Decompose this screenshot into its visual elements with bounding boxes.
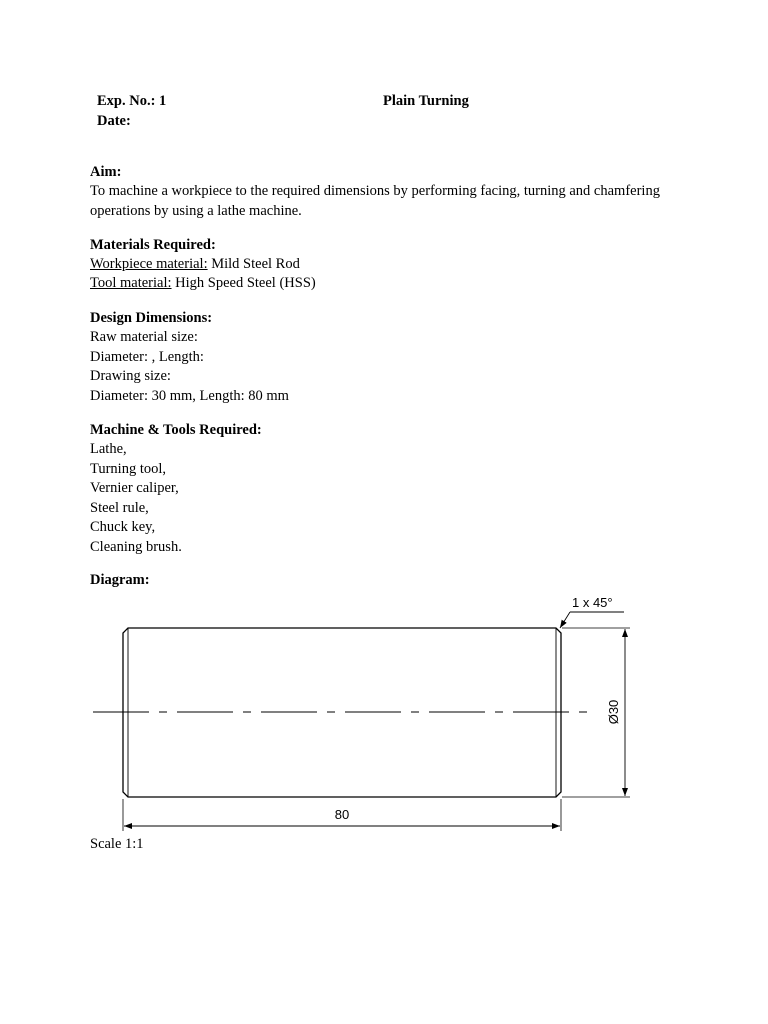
chamfer-leader — [560, 612, 624, 628]
length-label: 80 — [334, 807, 350, 822]
tool-material-line — [90, 274, 316, 294]
chamfer-label: 1 x 45° — [572, 595, 613, 610]
design-line: Raw material size: — [90, 329, 198, 345]
page-title: Plain Turning — [383, 93, 469, 109]
workpiece-material-label: Workpiece material: — [90, 256, 208, 272]
tools-heading: Machine & Tools Required: — [90, 422, 262, 438]
date-label: Date: — [97, 113, 131, 129]
aim-heading: Aim: — [90, 164, 122, 180]
workpiece-outline — [123, 628, 561, 797]
tools-list — [90, 440, 182, 557]
diameter-label: Ø30 — [606, 699, 621, 725]
design-dimensions-list — [90, 328, 289, 406]
tool-item: Vernier caliper, — [90, 480, 179, 496]
tool-item: Steel rule, — [90, 499, 149, 516]
aim-text: To machine a workpiece to the required dimensions by performing facing, turning and chamfering operations by using a lathe machine. — [90, 183, 660, 219]
scale-label: Scale 1:1 — [90, 836, 144, 852]
tool-material-label: Tool material: — [90, 275, 172, 291]
materials-heading: Materials Required: — [90, 237, 216, 253]
workpiece-material-value: Mild Steel Rod — [207, 256, 300, 272]
tool-item: Lathe, — [90, 441, 127, 457]
diagram-heading: Diagram: — [90, 572, 150, 588]
tool-item: Chuck key, — [90, 519, 156, 535]
workpiece-material-line — [90, 255, 300, 275]
experiment-number: Exp. No.: 1 — [97, 93, 167, 109]
workpiece-drawing — [0, 580, 768, 840]
design-line: Drawing size: — [90, 368, 171, 384]
design-line: Diameter: 30 mm, Length: 80 mm — [90, 387, 289, 404]
tool-item: Cleaning brush. — [90, 538, 182, 555]
tool-item: Turning tool, — [90, 460, 167, 477]
tool-material-value: High Speed Steel (HSS) — [171, 275, 316, 291]
design-line: Diameter: , Length: — [90, 348, 204, 365]
design-dimensions-heading: Design Dimensions: — [90, 310, 213, 326]
